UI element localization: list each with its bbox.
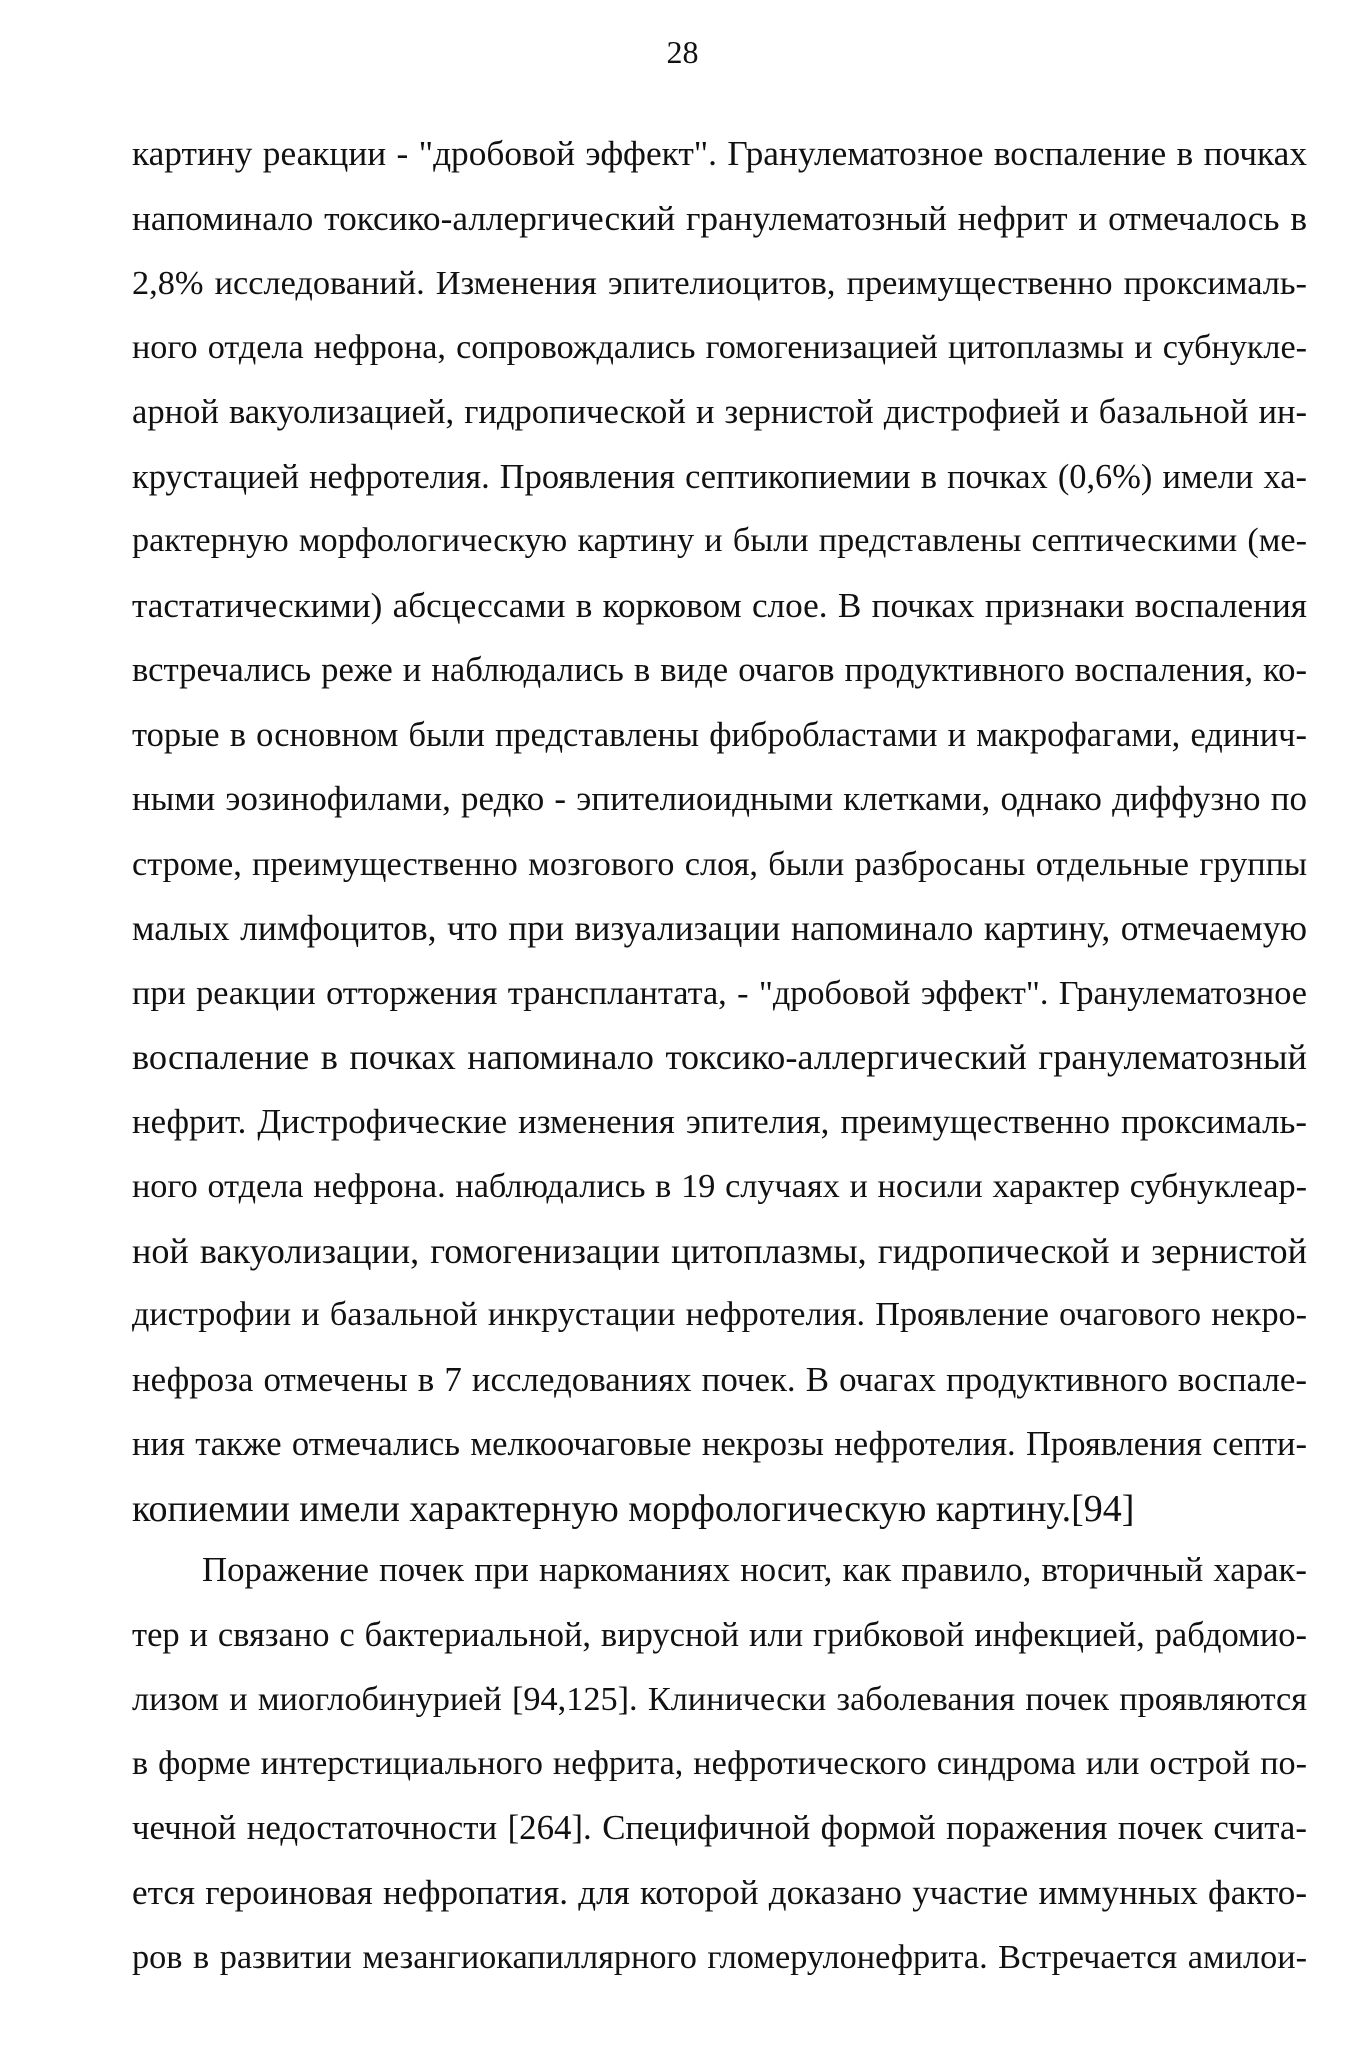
text-line: ров в развитии мезангиокапиллярного гломерулонефрита. Встречается амилои- bbox=[132, 1938, 1307, 1976]
text-line: лизом и миоглобинурией [94,125]. Клинически заболевания почек проявляются bbox=[132, 1680, 1307, 1718]
text-line: при реакции отторжения трансплантата, - "дробовой эффект". Гранулематозное bbox=[132, 973, 1307, 1012]
text-line: рактерную морфологическую картину и были представлены септическими (ме- bbox=[132, 522, 1307, 559]
text-line: ного отдела нефрона, сопровождались гомогенизацией цитоплазмы и субнукле- bbox=[132, 328, 1307, 366]
paragraph-2 bbox=[132, 1538, 1307, 1990]
text-line: нефрит. Дистрофические изменения эпителия, преимущественно проксималь- bbox=[132, 1101, 1307, 1141]
page-number: 28 bbox=[666, 34, 699, 70]
text-line: в форме интерстициального нефрита, нефротического синдрома или острой по- bbox=[132, 1744, 1307, 1782]
text-line: ния также отмечались мелкоочаговые некрозы нефротелия. Проявления септи- bbox=[132, 1425, 1307, 1463]
text-line: нефроза отмечены в 7 исследованиях почек. В очагах продуктивного воспале- bbox=[132, 1359, 1307, 1399]
paragraph-1 bbox=[132, 122, 1307, 1541]
text-line: ной вакуолизации, гомогенизации цитоплазмы, гидропической и зернистой bbox=[132, 1230, 1307, 1271]
text-line: чечной недостаточности [264]. Специфичной формой поражения почек счита- bbox=[132, 1808, 1307, 1847]
text-line: ными эозинофилами, редко - эпителиоидными клетками, однако диффузно по bbox=[132, 779, 1307, 818]
text-line: торые в основном были представлены фибробластами и макрофагами, единич- bbox=[132, 715, 1307, 754]
text-line: копиемии имели характерную морфологическую картину.[94] bbox=[132, 1487, 1135, 1530]
text-line: тер и связано с бактериальной, вирусной или грибковой инфекцией, рабдомио- bbox=[132, 1615, 1307, 1654]
text-line: малых лимфоцитов, что при визуализации напоминало картину, отмечаемую bbox=[132, 908, 1307, 948]
text-line: крустацией нефротелия. Проявления септикопиемии в почках (0,6%) имели ха- bbox=[132, 457, 1307, 496]
text-line: строме, преимущественно мозгового слоя, были разбросаны отдельные группы bbox=[132, 844, 1307, 883]
text-line: картину реакции - "дробовой эффект". Гранулематозное воспаление в почках bbox=[132, 134, 1307, 173]
text-line: тастатическими) абсцессами в корковом слое. В почках признаки воспаления bbox=[132, 585, 1307, 625]
text-line: дистрофии и базальной инкрустации нефротелия. Проявление очагового некро- bbox=[132, 1296, 1307, 1333]
text-line: Поражение почек при наркоманиях носит, как правило, вторичный харак- bbox=[202, 1550, 1307, 1589]
text-line: арной вакуолизацией, гидропической и зернистой дистрофией и базальной ин- bbox=[132, 393, 1307, 431]
text-line: воспаление в почках напоминало токсико-аллергический гранулематозный bbox=[132, 1037, 1307, 1077]
text-line: ется героиновая нефропатия. для которой доказано участие иммунных факто- bbox=[132, 1872, 1307, 1912]
text-line: ного отдела нефрона. наблюдались в 19 случаях и носили характер субнуклеар- bbox=[132, 1167, 1307, 1205]
text-line: 2,8% исследований. Изменения эпителиоцитов, преимущественно проксималь- bbox=[132, 264, 1307, 302]
text-line: встречались реже и наблюдались в виде очагов продуктивного воспаления, ко- bbox=[132, 651, 1307, 689]
text-line: напоминало токсико-аллергический гранулематозный нефрит и отмечалось в bbox=[132, 198, 1307, 238]
